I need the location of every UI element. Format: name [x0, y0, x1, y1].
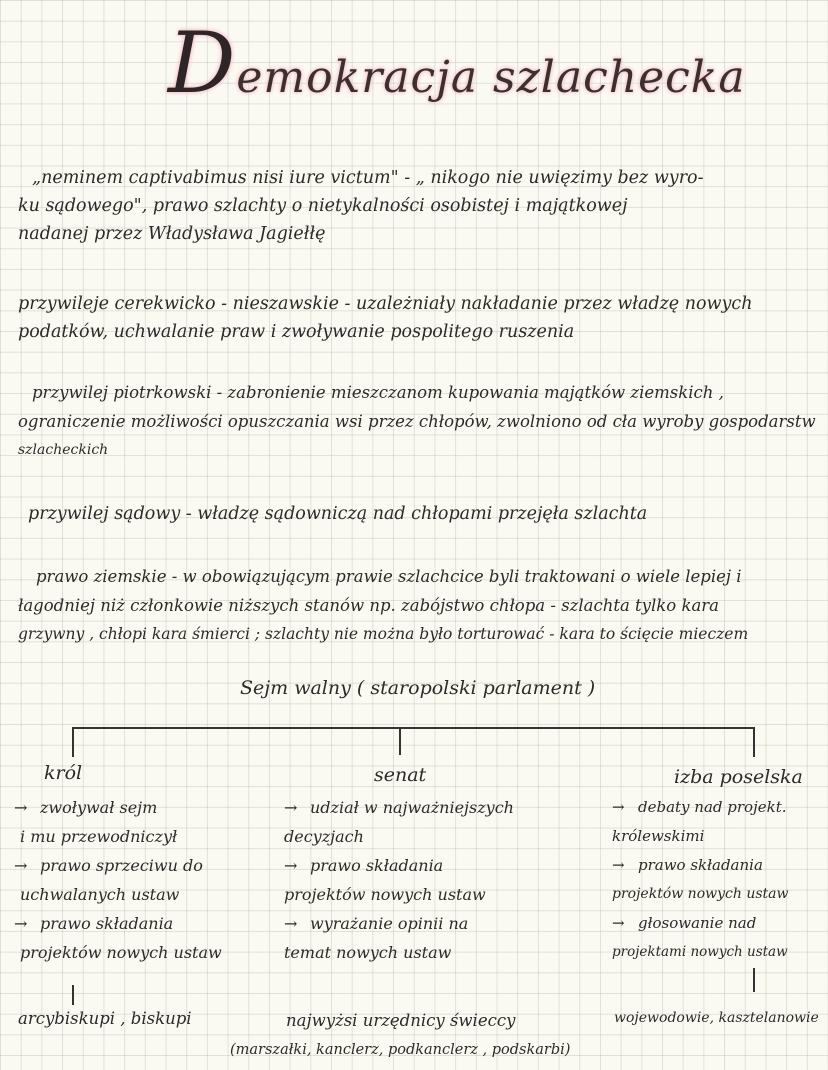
text-line: ku sądowego", prawo szlachty o nietykalności osobistej i majątkowej — [18, 196, 628, 216]
arrow-icon: → — [14, 914, 28, 933]
title-initial: D — [168, 14, 237, 112]
text-line: szlacheckich — [18, 442, 109, 458]
branch-title-izba-poselska: izba poselska — [674, 766, 803, 788]
text-line: przywilej piotrkowski - zabronienie mieszczanom kupowania majątków ziemskich , — [32, 383, 724, 402]
text-line: „neminem captivabimus nisi iure victum" - „ nikogo nie uwięzimy bez wyro- — [32, 168, 704, 188]
list-item: uchwalanych ustaw — [20, 885, 180, 904]
arrow-icon: → — [612, 798, 625, 816]
list-item: → prawo składania — [284, 851, 514, 880]
arrow-icon: → — [284, 914, 298, 933]
tree-branch-line — [72, 727, 74, 757]
tree-branch-line — [753, 727, 755, 757]
list-item: projektami nowych ustaw — [612, 944, 788, 960]
page-title — [168, 14, 746, 112]
branch-list-krol — [14, 793, 222, 967]
list-item: → zwoływał sejm — [14, 793, 222, 822]
text-line: prawo ziemskie - w obowiązującym prawie szlachcice byli traktowani o wiele lepiej i — [36, 567, 742, 586]
branch-members-krol: arcybiskupi , biskupi — [18, 1009, 192, 1028]
list-item: temat nowych ustaw — [284, 943, 452, 962]
list-item: → głosowanie nad — [612, 909, 788, 938]
list-item: → prawo składania — [14, 909, 222, 938]
paragraph-ziemskie — [18, 562, 818, 649]
list-item: → wyrażanie opinii na — [284, 909, 514, 938]
text-line: łagodniej niż członkowie niższych stanów np. zabójstwo chłopa - szlachta tylko kara — [18, 596, 720, 615]
list-item: → debaty nad projekt. — [612, 793, 788, 822]
list-item: projektów nowych ustaw — [20, 943, 222, 962]
members-connector — [753, 968, 755, 992]
arrow-icon: → — [612, 914, 625, 932]
branch-members-senat: najwyżsi urzędnicy świeccy — [286, 1011, 516, 1030]
list-item: projektów nowych ustaw — [612, 886, 789, 902]
title-rest: emokracja szlachecka — [236, 52, 746, 103]
paragraph-piotrkowski — [18, 378, 818, 465]
list-item: decyzjach — [284, 827, 364, 846]
text-line: przywilej sądowy - władzę sądowniczą nad chłopami przejęła szlachta — [28, 504, 648, 524]
diagram-heading: Sejm walny ( staropolski parlament ) — [240, 677, 596, 699]
list-item: projektów nowych ustaw — [284, 885, 486, 904]
text-line: grzywny , chłopi kara śmierci ; szlachty nie można było torturować - kara to ścięcie mieczem — [18, 625, 749, 643]
text-line: podatków, uchwalanie praw i zwoływanie pospolitego ruszenia — [18, 322, 575, 342]
branch-members-senat-detail: (marszałki, kanclerz, podkanclerz , podskarbi) — [230, 1042, 571, 1058]
arrow-icon: → — [284, 856, 298, 875]
arrow-icon: → — [14, 798, 28, 817]
arrow-icon: → — [612, 856, 625, 874]
list-item: i mu przewodniczył — [20, 827, 178, 846]
branch-list-izba-poselska — [612, 793, 788, 967]
list-item: królewskimi — [612, 827, 705, 845]
text-line: ograniczenie możliwości opuszczania wsi przez chłopów, zwolniono od cła wyroby gospodarstw — [18, 412, 816, 431]
text-line: nadanej przez Władysława Jagiełłę — [18, 224, 326, 244]
list-item: → prawo składania — [612, 851, 788, 880]
members-connector — [72, 985, 74, 1005]
branch-title-krol: król — [44, 762, 83, 784]
tree-branch-line — [399, 727, 401, 755]
list-item: → prawo sprzeciwu do — [14, 851, 222, 880]
arrow-icon: → — [14, 856, 28, 875]
branch-members-izba-poselska: wojewodowie, kasztelanowie — [614, 1010, 819, 1026]
paragraph-cerekwicko — [18, 290, 818, 346]
list-item: → udział w najważniejszych — [284, 793, 514, 822]
text-line: przywileje cerekwicko - nieszawskie - uzależniały nakładanie przez władzę nowych — [18, 294, 753, 314]
tree-horizontal-line — [72, 727, 755, 729]
paragraph-neminem — [18, 164, 818, 248]
arrow-icon: → — [284, 798, 298, 817]
branch-list-senat — [284, 793, 514, 967]
branch-title-senat: senat — [374, 764, 427, 786]
paragraph-sadowy — [18, 500, 818, 528]
